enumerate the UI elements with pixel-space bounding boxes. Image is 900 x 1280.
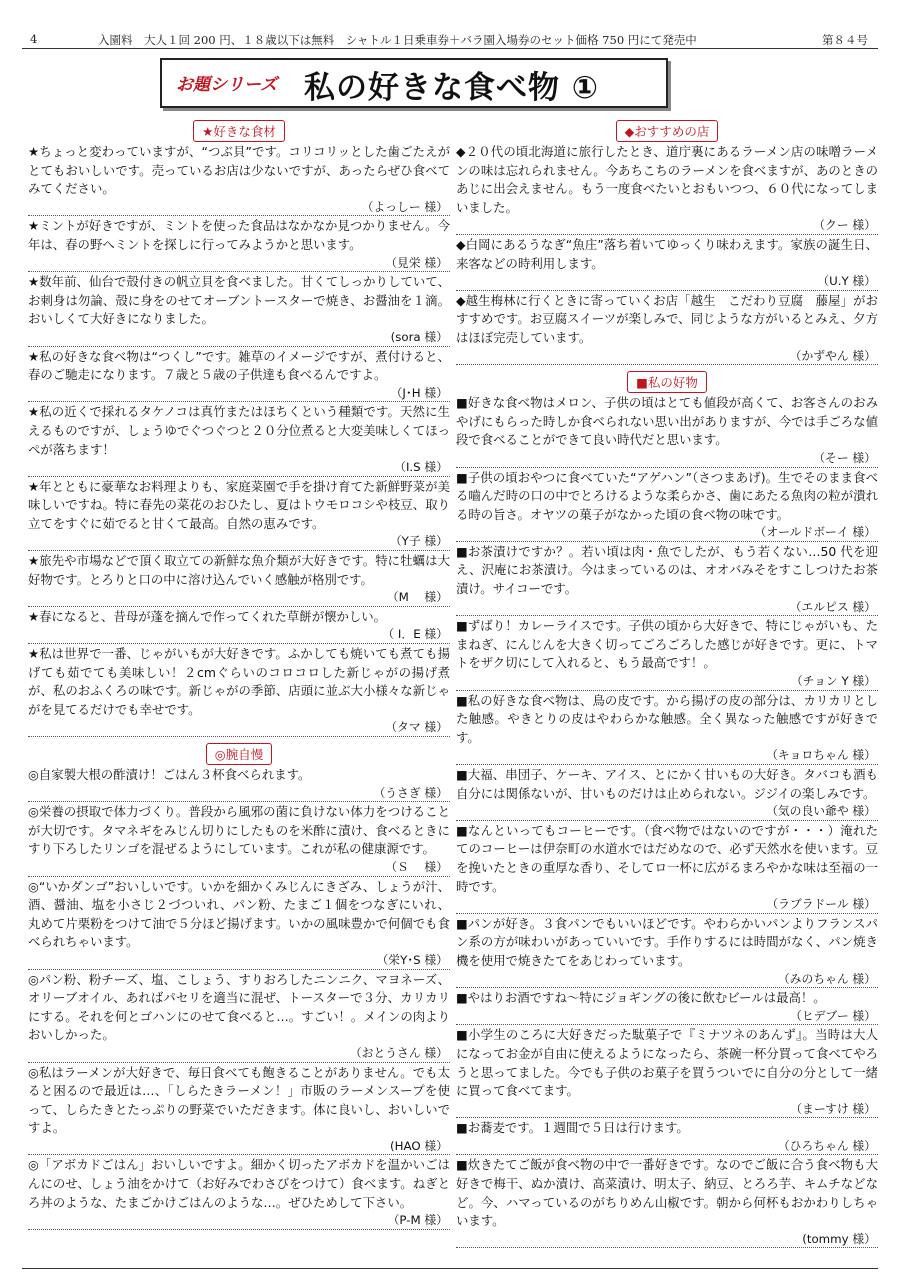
- item-author: (HAO 様）: [390, 1138, 448, 1153]
- admission-notice: 入園料 大人１回 200 円、１８歳以下は無料 シャトル１日乗車券＋バラ園入場券のセット価格 750 円にて発売中: [98, 33, 697, 47]
- favorites-list: [456, 393, 878, 1248]
- item-text: ■炊きたてご飯が食べ物の中で一番好きです。なのでご飯に合う食べ物も大好きで梅干、ぬか漬け、高菜漬け、明太子、納豆、とろろ芋、キムチなどなど。今、ハマっているのがちりめん山椒です。朝から何杯もおかわりしちゃいます。: [456, 1157, 878, 1229]
- list-item: [28, 402, 450, 476]
- title-box: [160, 58, 668, 108]
- item-author: （おとうさん 様）: [349, 1045, 448, 1060]
- list-item: [456, 765, 878, 821]
- item-text: ■ずばり！カレーライスです。子供の頃から大好きで、特にじゃがいも、たまねぎ、にんじんを大きく切ってごろごろした感じが好きです。更に、トマトをザク切にして入れると、もう最高です！。: [456, 618, 878, 671]
- list-item: [28, 877, 450, 970]
- list-item: [456, 235, 878, 291]
- section-tag-skills: ◎腕自慢: [206, 743, 272, 765]
- list-item: [28, 765, 450, 802]
- item-author: （みのちゃん 様）: [777, 971, 876, 986]
- item-text: ■お茶漬けですか？。若い頃は肉・魚でしたが、もう若くない…50 代を迎え、沢庵にお茶漬け。今はまっているのは、オオバみそをすこしつけたお茶漬け。サイコーです。: [456, 543, 878, 597]
- list-item: [28, 272, 450, 346]
- item-author: （ヒデブー 様）: [790, 1008, 876, 1023]
- list-item: [456, 542, 878, 616]
- item-text: ◎自家製大根の酢漬け！ごはん３杯食べられます。: [28, 767, 311, 782]
- item-text: ■パンが好き。３食パンでもいいほどです。やわらかいパンよりフランスパン系の方が味わいがあっていいです。手作りするには時間がなく、パン焼き機を使用で焼きたてをあじわっています。: [456, 915, 878, 968]
- item-text: ◎“いかダンゴ”おいしいです。いかを細かくみじんにきざみ、しょうが汁、酒、醤油、塩を小さじ２づついれ、パン粉、たまご１個をつなぎにいれ、丸めて片栗粉をつけて油で５分ほど揚げます。いかの風味豊かで何個でも食べられちゃいます。: [28, 878, 450, 950]
- item-text: ◆白岡にあるうなぎ“魚庄”落ち着いてゆっくり味わえます。家族の誕生日、来客などの時利用します。: [456, 236, 878, 271]
- ingredients-list: [28, 142, 450, 737]
- item-author: （エルピス 様）: [789, 599, 876, 614]
- item-text: ■やはりお酒ですね～特にジョギングの後に飲むビールは最高！。: [456, 990, 826, 1006]
- right-column: [456, 116, 878, 1248]
- item-author: （クー 様）: [813, 218, 876, 233]
- item-author: （チョン Y 様）: [790, 674, 876, 689]
- item-text: ★ミントが好きですが、ミントを使った食品はなかなか見つかりません。今年は、春の野へミントを探しに行ってみようかと思います。: [28, 218, 450, 252]
- item-author: （うさぎ 様）: [373, 785, 448, 800]
- item-author: （よっしー 様）: [361, 199, 448, 214]
- item-text: ◎私はラーメンが大好きで、毎日食べても飽きることがありません。でも太ると困るので最近は…、「しらたきラーメン！」市販のラーメンスープを使って、しらたきとたっぷりの野菜でいただきます。体に良いし、おいしいですよ。: [28, 1064, 450, 1136]
- page-header: [22, 30, 878, 48]
- list-item: [28, 1155, 450, 1229]
- list-item: [456, 1155, 878, 1248]
- issue-number: 第８４号: [822, 33, 868, 47]
- list-item: [456, 393, 878, 467]
- section-tag-shops: ◆おすすめの店: [616, 120, 719, 142]
- item-author: （P-M 様）: [387, 1213, 448, 1228]
- item-author: （まーすけ 様）: [790, 1101, 876, 1116]
- item-text: ★旅先や市場などで頂く取立ての新鮮な魚介類が大好きです。特に牡蠣は大好物です。とろりと口の中に溶け込んでいく感触が格別です。: [28, 553, 450, 587]
- list-item: [28, 216, 450, 272]
- skills-list: [28, 765, 450, 1230]
- item-author: (sora 様）: [390, 329, 448, 344]
- list-item: [456, 291, 878, 365]
- item-author: (tommy 様）: [802, 1231, 876, 1246]
- list-item: [456, 691, 878, 765]
- series-label: お題シリーズ: [176, 75, 278, 95]
- item-text: ■お蕎麦です。１週間で５日は行けます。: [456, 1120, 689, 1136]
- item-text: ◎「アボカドごはん」おいしいですよ。細かく切ったアボカドを温かいごはんにのせ、しょう油をかけて（お好みでわさびをつけて）食べます。ねぎとろ丼のような、たまごかけごはんのような…。ぜひためして下さい。: [28, 1157, 450, 1210]
- shops-list: [456, 142, 878, 365]
- list-item: [456, 468, 878, 542]
- item-text: ■私の好きな食べ物は、鳥の皮です。から揚げの皮の部分は、カリカリとした触感。やきとりの皮はやわらかな触感。全く異なった触感ですが好きです。: [456, 692, 878, 745]
- item-author: （栄Y･S 様）: [376, 952, 448, 967]
- list-item: [456, 914, 878, 988]
- item-author: （ひろちゃん 様）: [777, 1138, 876, 1153]
- item-author: （気の良い爺や 様）: [766, 804, 876, 819]
- item-text: ■好きな食べ物はメロン、子供の頃はとても値段が高くて、お客さんのおみやげにもらった時しか食べられない思い出がありますが、今では手ごろな値段で食べることができて良い時代だと思います。: [456, 395, 878, 448]
- item-text: ■子供の頃おやつに食べていた“アゲハン”（さつまあげ)。生でそのまま食べる嚙んだ時の口の中でとろけるような柔らかさ、歯にあたる魚肉の粒が潰れる時の旨さ。オヤツの菓子がなかった頃の食べ物の味です。: [456, 469, 878, 522]
- item-text: ★年とともに豪華なお料理よりも、家庭菜園で手を掛け育てた新鮮野菜が美味しいですね。特に春先の菜花のおひたし、夏はトウモロコシや枝豆、取り立てをすぐに茹でると甘くて最高。自然の恵みです。: [28, 478, 450, 531]
- list-item: [28, 970, 450, 1063]
- item-author: （U.Y 様）: [817, 274, 876, 289]
- list-item: [28, 347, 450, 403]
- item-author: （タマ 様）: [385, 720, 448, 735]
- item-author: （J･H 様）: [390, 385, 448, 400]
- item-text: ◆越生梅林に行くときに寄っていくお店「越生 こだわり豆腐 藤屋」がおすすめです。お豆腐スイーツが楽しみで、同じような方がいるとみえ、夕方はほぼ完売しています。: [456, 292, 878, 345]
- footer-rule: [22, 1268, 878, 1269]
- item-text: ★私の近くで採れるタケノコは真竹またはほちくという種類です。天然に生えるものですが、しょうゆでぐつぐつと２０分位煮ると大変美味しくてほっぺが落ちます！: [28, 404, 450, 457]
- item-author: （Ｓ 様）: [385, 859, 448, 874]
- item-text: ◆２０代の頃北海道に旅行したとき、道庁裏にあるラーメン店の味噌ラーメンの味は忘れられません。今あちこちのラーメンを食べますが、あのときのあじに出会えません。もう一度食べたいとおもいつつ、６０代になってしまいました。: [456, 144, 878, 215]
- item-text: ◎栄養の摂取で体力づくり。普段から風邪の菌に負けない体力をつけることが大切です。タマネギをみじん切りにしたものを米酢に漬け、食べるときにすり下ろしたリンゴを混ぜるようにしています。これが私の健康源です。: [28, 804, 450, 857]
- section-tag-favorites: ■私の好物: [627, 371, 707, 393]
- page-title: 私の好きな食べ物 ①: [304, 70, 600, 106]
- item-author: （Y子 様）: [389, 534, 448, 549]
- list-item: [456, 1118, 878, 1155]
- list-item: [28, 802, 450, 876]
- item-text: ★ちょっと変わっていますが、“つぶ貝”です。コリコリッとした歯ごたえがとてもおいしいです。売っているお店は少ないですが、あったらぜひ食べてみてください。: [28, 144, 450, 197]
- list-item: [28, 142, 450, 216]
- item-text: ★数年前、仙台で殻付きの帆立貝を食べました。甘くてしっかりしていて、お刺身は勿論、殻に身をのせてオーブントースターで焼き、お醤油を１滴。おいしくて大好きになりました。: [28, 274, 450, 327]
- list-item: [28, 1063, 450, 1156]
- section-tag-ingredients: ★好きな食材: [193, 120, 285, 142]
- item-author: （キョロちゃん 様）: [766, 748, 876, 763]
- item-author: （ I．E 様）: [382, 627, 448, 642]
- item-author: （M 様）: [386, 590, 448, 605]
- item-author: （I.S 様）: [394, 460, 448, 475]
- page-number: 4: [30, 32, 38, 46]
- list-item: [28, 644, 450, 737]
- list-item: [456, 821, 878, 914]
- item-author: （そー 様）: [813, 450, 876, 465]
- item-text: ★私の好きな食べ物は“つくし”です。雑草のイメージですが、煮付けると、春のご馳走になります。７歳と５歳の子供達も食べるんですよ。: [28, 348, 450, 383]
- item-author: （かずやん 様）: [789, 348, 876, 363]
- item-text: ★春になると、昔母が蓬を摘んで作ってくれた草餅が懐かしい。: [28, 608, 387, 624]
- header-rule: [22, 48, 878, 49]
- list-item: [456, 142, 878, 235]
- list-item: [28, 551, 450, 607]
- item-text: ◎パン粉、粉チーズ、塩、こしょう、すりおろしたニンニク、マヨネーズ、オリーブオイル、あればパセリを適当に混ぜ、トースターで３分、カリカリにする。それを何とゴハンにのせて食べると…。すごい！。メインの肉よりおいしかった。: [28, 971, 450, 1043]
- list-item: [28, 477, 450, 551]
- list-item: [28, 607, 450, 644]
- item-author: （見栄 様）: [385, 255, 448, 270]
- item-author: （ラブラドール 様）: [766, 897, 876, 912]
- item-text: ■大福、串団子、ケーキ、アイス、とにかく甘いもの大好き。タバコも酒も自分には関係ないが、甘いものだけは止められない。ジジイの楽しみです。: [456, 767, 878, 801]
- item-text: ■なんといってもコーヒーです。（食べ物ではないのですが・・・）淹れたてのコーヒーは伊奈町の水道水ではだめなので、必ず天然水を使います。豆を挽いたときの重厚な香り、そしてロ一杯に広がるまろやかな味は至福の一時です。: [456, 822, 878, 894]
- list-item: [456, 988, 878, 1025]
- item-author: （オールドボーイ 様）: [754, 525, 876, 540]
- list-item: [456, 1025, 878, 1118]
- list-item: [456, 616, 878, 690]
- item-text: ★私は世界で一番、じゃがいもが大好きです。ふかしても焼いても煮ても揚げても茹でても美味しい！２cmぐらいのコロコロした新じゃがの揚げ煮が、私のおふくろの味です。新じゃがの季節、店頭に並ぶ大小様々な新じゃがを見てるだけでも幸せです。: [28, 646, 450, 717]
- item-text: ■小学生のころに大好きだった駄菓子で『ミナツネのあんず』。当時は大人になってお金が自由に使えるようになったら、茶碗一杯分買って食べてやろうと思ってました。今でも子供のお菓子を買うついでに自分の分として一緒に買って食べてます。: [456, 1027, 878, 1099]
- left-column: [28, 116, 450, 1230]
